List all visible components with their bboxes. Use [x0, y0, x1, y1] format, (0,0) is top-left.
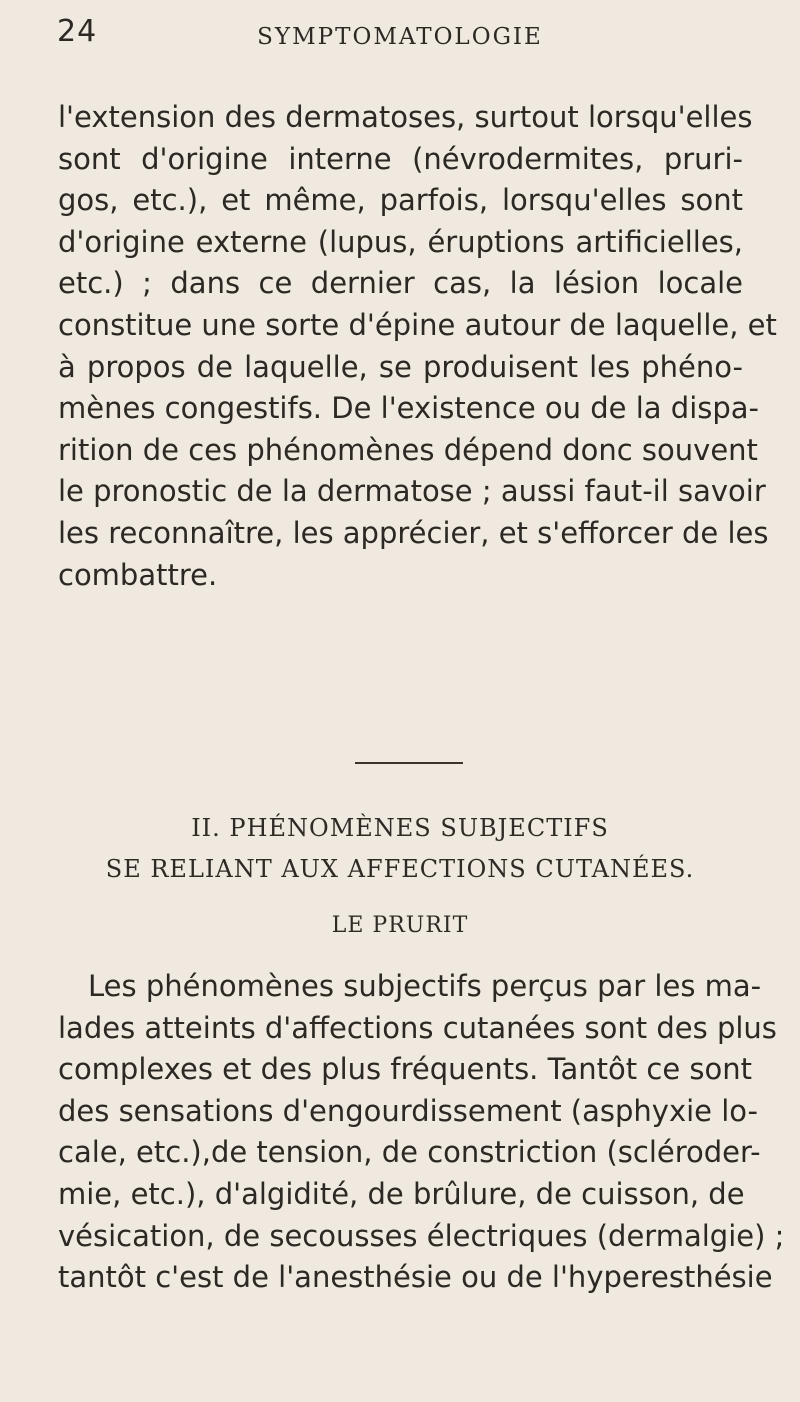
text-line: gos, etc.), et même, parfois, lorsqu'elles sont	[58, 183, 743, 218]
text-line: cale, etc.),de tension, de constriction (scléroder-	[58, 1135, 761, 1170]
text-line: les reconnaître, les apprécier, et s'efforcer de les	[58, 515, 769, 550]
text-line: Les phénomènes subjectifs perçus par les ma-	[88, 969, 762, 1003]
section-subtitle: LE PRURIT	[331, 913, 469, 938]
text-line: d'origine externe (lupus, éruptions artificielles,	[58, 224, 743, 259]
text-line: vésication, de secousses électriques (dermalgie) ;	[58, 1218, 785, 1253]
text-line: etc.) ; dans ce dernier cas, la lésion locale	[58, 266, 743, 301]
text-line: mènes congestifs. De l'existence ou de la dispa-	[58, 391, 759, 426]
text-line: rition de ces phénomènes dépend donc souvent	[58, 432, 758, 467]
text-line: complexes et des plus fréquents. Tantôt ce sont	[58, 1052, 752, 1087]
text-line: à propos de laquelle, se produisent les phéno-	[58, 349, 743, 384]
text-line: des sensations d'engourdissement (asphyxie lo-	[58, 1093, 759, 1128]
text-line: l'extension des dermatoses, surtout lorsqu'elles	[58, 100, 753, 134]
section-title-line-1: II. PHÉNOMÈNES SUBJECTIFS	[191, 814, 609, 842]
text-line: tantôt c'est de l'anesthésie ou de l'hyperesthésie	[58, 1260, 773, 1295]
text-line: lades atteints d'affections cutanées sont des plus	[58, 1010, 777, 1045]
running-title: SYMPTOMATOLOGIE	[257, 24, 543, 50]
text-line: sont d'origine interne (névrodermites, pruri-	[58, 141, 743, 176]
text-line: combattre.	[58, 557, 218, 592]
section-divider	[355, 762, 463, 764]
section-title-line-2: SE RELIANT AUX AFFECTIONS CUTANÉES.	[105, 855, 695, 883]
text-line: le pronostic de la dermatose ; aussi faut-il savoir	[58, 474, 766, 509]
text-line: constitue une sorte d'épine autour de laquelle, et	[58, 307, 777, 342]
paragraph-1	[58, 97, 777, 596]
paragraph-2	[58, 966, 785, 1299]
text-line: mie, etc.), d'algidité, de brûlure, de cuisson, de	[58, 1176, 745, 1211]
page-number: 24	[57, 14, 98, 49]
